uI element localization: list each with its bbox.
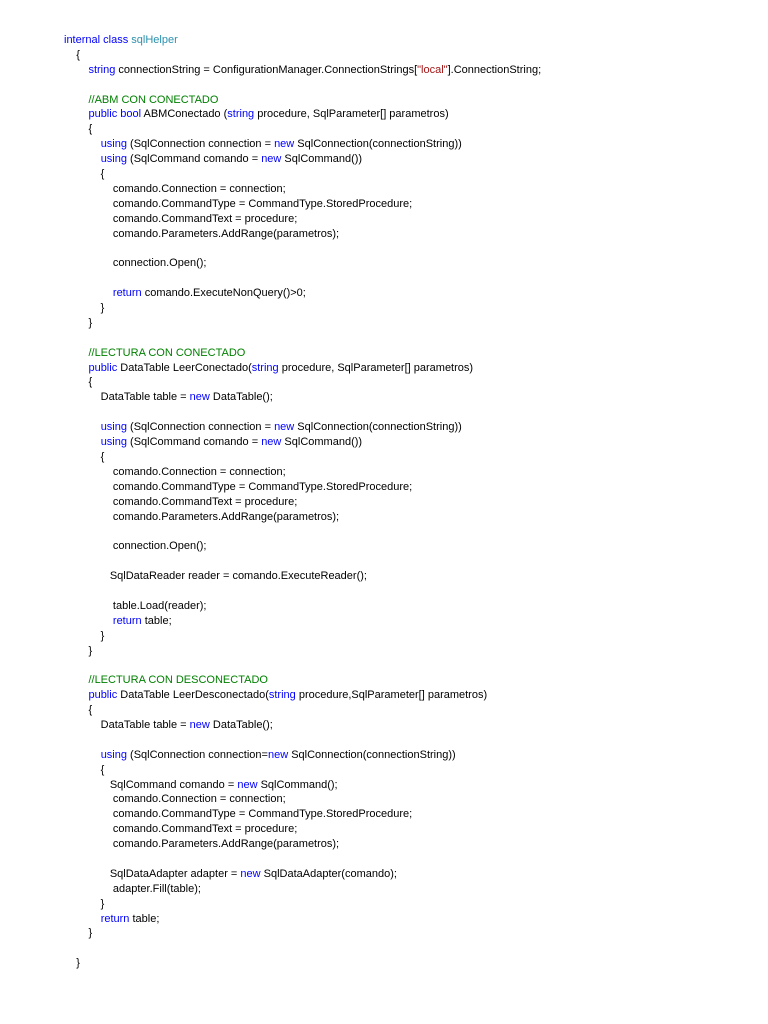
code-text: } [64, 316, 93, 329]
code-text: comando.Connection = connection; [64, 465, 286, 478]
keyword-token: string [268, 689, 296, 702]
code-text: } [64, 897, 105, 910]
code-text: procedure, SqlParameter[] parametros) [278, 361, 474, 374]
code-text: SqlConnection(connectionString)) [294, 138, 462, 151]
code-text: SqlCommand()) [281, 153, 363, 166]
blank-code-line [64, 405, 754, 420]
code-line [64, 614, 754, 629]
code-line [64, 390, 754, 405]
keyword-token: string [227, 108, 255, 121]
code-line [64, 375, 754, 390]
keyword-token: internal [64, 34, 101, 46]
code-line [64, 763, 754, 778]
code-text [64, 108, 88, 120]
code-line [64, 510, 754, 525]
keyword-token: new [267, 748, 289, 761]
code-line [64, 450, 754, 465]
code-text: ABMConectado ( [141, 108, 228, 121]
code-text: SqlCommand()) [281, 436, 363, 449]
code-text: DataTable LeerDesconectado( [117, 689, 269, 702]
keyword-token: using [100, 748, 127, 761]
keyword-token: using [100, 436, 127, 449]
code-text: SqlDataAdapter adapter = [64, 867, 241, 880]
code-line [64, 465, 754, 480]
code-line [64, 480, 754, 495]
code-text: comando.Connection = connection; [64, 182, 286, 195]
code-text: (SqlConnection connection = [126, 421, 275, 434]
keyword-token: new [240, 867, 261, 880]
code-text: procedure,SqlParameter[] parametros) [295, 689, 488, 702]
code-text [64, 749, 101, 761]
code-line [64, 778, 754, 793]
code-text [64, 347, 88, 359]
code-line [64, 137, 754, 152]
code-line [64, 882, 754, 897]
code-text: procedure, SqlParameter[] parametros) [254, 108, 449, 121]
code-line [64, 420, 754, 435]
code-line [64, 227, 754, 242]
code-line [64, 182, 754, 197]
blank-code-line [64, 78, 754, 93]
code-text: (SqlConnection connection= [126, 748, 268, 761]
code-text [64, 138, 101, 150]
code-line [64, 629, 754, 644]
comment-token: //LECTURA CON DESCONECTADO [88, 674, 268, 687]
code-text [64, 913, 101, 925]
code-text: } [64, 302, 105, 315]
code-text: SqlCommand comando = [64, 778, 238, 791]
comment-token: //LECTURA CON CONECTADO [88, 346, 246, 359]
code-line [64, 48, 754, 63]
code-line [64, 748, 754, 763]
code-line [64, 256, 754, 271]
code-line [64, 599, 754, 614]
code-text [64, 153, 101, 165]
code-text [64, 421, 101, 433]
code-line [64, 152, 754, 167]
code-text: SqlDataReader reader = comando.ExecuteReader(); [64, 570, 367, 583]
blank-code-line [64, 271, 754, 286]
code-text: } [64, 957, 80, 970]
keyword-token: new [274, 421, 295, 434]
keyword-token: new [189, 391, 210, 404]
code-line [64, 718, 754, 733]
code-text: (SqlConnection connection = [126, 138, 275, 151]
keyword-token: using [100, 153, 127, 166]
code-line [64, 107, 754, 122]
code-text: { [64, 168, 105, 181]
code-text: comando.Parameters.AddRange(parametros); [64, 510, 340, 523]
code-line [64, 286, 754, 301]
code-line [64, 212, 754, 227]
code-text: comando.CommandType = CommandType.StoredProcedure; [64, 197, 413, 210]
code-text [64, 287, 113, 299]
keyword-token: using [100, 421, 127, 434]
keyword-token: public [88, 361, 118, 374]
comment-token: //ABM CON CONECTADO [88, 93, 219, 106]
blank-code-line [64, 331, 754, 346]
code-text: (SqlCommand comando = [126, 153, 262, 166]
code-text [64, 615, 113, 627]
code-text: DataTable table = [64, 718, 190, 731]
code-text: { [64, 763, 105, 776]
blank-code-line [64, 852, 754, 867]
code-line [64, 346, 754, 361]
code-text: DataTable table = [64, 391, 190, 404]
keyword-token: string [251, 361, 279, 374]
code-text: { [64, 48, 80, 61]
code-text: DataTable LeerConectado( [117, 361, 252, 374]
code-text: table.Load(reader); [64, 599, 207, 612]
blank-code-line [64, 941, 754, 956]
blank-code-line [64, 554, 754, 569]
code-line [64, 837, 754, 852]
code-block [64, 33, 754, 971]
code-line [64, 197, 754, 212]
keyword-token: new [237, 778, 258, 791]
code-text: SqlConnection(connectionString)) [294, 421, 462, 434]
code-line [64, 93, 754, 108]
code-text: DataTable(); [209, 718, 273, 731]
code-line [64, 807, 754, 822]
keyword-token: new [274, 138, 295, 151]
code-line [64, 792, 754, 807]
keyword-token: new [261, 153, 282, 166]
code-text: comando.CommandText = procedure; [64, 823, 298, 836]
code-text: comando.Parameters.AddRange(parametros); [64, 838, 340, 851]
code-text: DataTable(); [209, 391, 273, 404]
keyword-token: return [112, 614, 142, 627]
code-line [64, 673, 754, 688]
code-text [64, 674, 88, 686]
code-text: comando.CommandType = CommandType.StoredProcedure; [64, 808, 413, 821]
code-text: } [64, 629, 105, 642]
code-text: { [64, 376, 93, 389]
code-line [64, 688, 754, 703]
code-text [64, 689, 88, 701]
code-text: SqlConnection(connectionString)) [288, 748, 456, 761]
code-line [64, 167, 754, 182]
keyword-token: string [88, 63, 116, 76]
code-text: table; [141, 614, 172, 627]
code-text [64, 362, 88, 374]
keyword-token: class [103, 34, 129, 46]
blank-code-line [64, 584, 754, 599]
code-line [64, 703, 754, 718]
code-text: SqlDataAdapter(comando); [260, 867, 397, 880]
blank-code-line [64, 241, 754, 256]
keyword-token: bool [120, 108, 142, 121]
code-line [64, 822, 754, 837]
keyword-token: public [88, 689, 118, 702]
blank-code-line [64, 733, 754, 748]
code-text [64, 64, 88, 76]
code-line [64, 122, 754, 137]
string-token: "local" [417, 63, 448, 76]
code-text: comando.CommandText = procedure; [64, 495, 298, 508]
code-text: connection.Open(); [64, 540, 207, 553]
code-text: comando.Connection = connection; [64, 793, 286, 806]
code-text: SqlCommand(); [257, 778, 338, 791]
code-line [64, 495, 754, 510]
keyword-token: using [100, 138, 127, 151]
code-line [64, 644, 754, 659]
code-text: { [64, 704, 93, 717]
keyword-token: new [189, 718, 210, 731]
code-text: } [64, 927, 93, 940]
code-text: { [64, 450, 105, 463]
code-line [64, 569, 754, 584]
code-text: connection.Open(); [64, 257, 207, 270]
code-text: connectionString = ConfigurationManager.ConnectionStrings[ [115, 63, 418, 76]
code-line [64, 301, 754, 316]
keyword-token: return [100, 912, 130, 925]
code-line [64, 33, 754, 48]
code-line [64, 956, 754, 971]
keyword-token: new [261, 436, 282, 449]
code-line [64, 435, 754, 450]
code-line [64, 897, 754, 912]
code-text: comando.CommandType = CommandType.StoredProcedure; [64, 480, 413, 493]
code-text: } [64, 644, 93, 657]
type-token: sqlHelper [131, 34, 178, 46]
code-text: comando.CommandText = procedure; [64, 212, 298, 225]
code-line [64, 316, 754, 331]
code-text: comando.ExecuteNonQuery()>0; [141, 287, 306, 300]
code-line [64, 926, 754, 941]
code-text: table; [129, 912, 160, 925]
code-line [64, 912, 754, 927]
code-text: ].ConnectionString; [447, 63, 542, 76]
blank-code-line [64, 658, 754, 673]
code-text: { [64, 123, 93, 136]
code-line [64, 63, 754, 78]
blank-code-line [64, 524, 754, 539]
code-line [64, 867, 754, 882]
code-line [64, 361, 754, 376]
code-text [64, 436, 101, 448]
code-text: comando.Parameters.AddRange(parametros); [64, 227, 340, 240]
code-line [64, 539, 754, 554]
keyword-token: public [88, 108, 118, 121]
code-text: adapter.Fill(table); [64, 882, 201, 895]
keyword-token: return [112, 287, 142, 300]
code-text [64, 94, 88, 106]
code-text: (SqlCommand comando = [126, 436, 262, 449]
